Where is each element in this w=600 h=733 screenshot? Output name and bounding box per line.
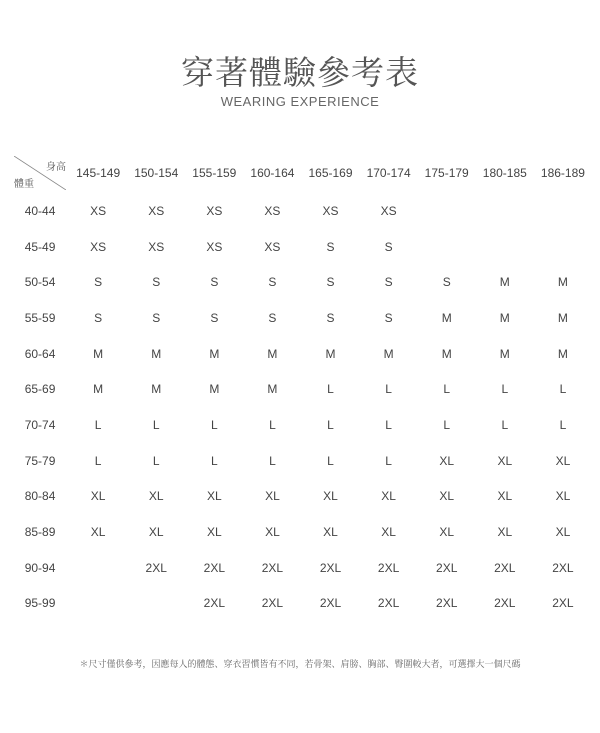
size-cell: L — [269, 417, 276, 432]
size-cell: 2XL — [261, 596, 284, 611]
table-row — [11, 300, 592, 336]
size-cell: XS — [90, 203, 107, 218]
table-row — [11, 371, 592, 407]
size-cell: L — [210, 453, 218, 468]
size-cell: M — [557, 346, 568, 361]
size-cell: XL — [381, 525, 396, 540]
height-column-header: 180-185 — [482, 166, 527, 180]
table-row — [11, 479, 592, 515]
size-cell: S — [210, 275, 219, 290]
size-cell: XS — [264, 239, 281, 254]
size-cell: S — [152, 275, 161, 290]
size-cell: XS — [264, 203, 281, 218]
size-cell — [127, 586, 185, 622]
size-cell: M — [499, 275, 510, 290]
weight-row-header: 55-59 — [24, 310, 56, 325]
height-column-header: 186-189 — [540, 166, 585, 180]
size-cell: L — [210, 417, 218, 432]
size-cell: XL — [148, 489, 164, 504]
size-cell: S — [94, 275, 103, 290]
size-cell: L — [443, 382, 451, 397]
size-cell: XS — [148, 203, 165, 218]
size-cell: L — [501, 382, 509, 397]
weight-row-header: 80-84 — [24, 489, 56, 504]
size-cell: L — [327, 417, 334, 432]
header-row — [11, 153, 592, 193]
size-cell: XL — [439, 525, 455, 540]
size-cell: 2XL — [377, 560, 400, 575]
size-cell — [69, 586, 127, 622]
size-cell: 2XL — [436, 596, 458, 611]
size-cell: 2XL — [552, 560, 574, 575]
height-column-header: 155-159 — [192, 166, 237, 180]
size-cell: L — [94, 453, 102, 468]
size-cell: XS — [148, 239, 165, 254]
size-cell: S — [326, 239, 335, 254]
table-row — [11, 336, 592, 372]
size-cell: M — [441, 346, 452, 361]
size-cell: S — [442, 275, 451, 290]
size-cell — [534, 229, 592, 265]
size-cell: XL — [265, 525, 280, 540]
size-cell: S — [268, 310, 277, 325]
size-cell: M — [325, 346, 336, 361]
size-cell: XL — [381, 489, 396, 504]
size-cell: 2XL — [494, 560, 516, 575]
height-column-header: 175-179 — [424, 166, 469, 180]
table-row — [11, 586, 592, 622]
size-cell: 2XL — [552, 596, 574, 611]
height-column-header: 165-169 — [308, 166, 353, 180]
table-row — [11, 443, 592, 479]
size-cell: XS — [206, 239, 223, 254]
size-cell: L — [559, 382, 567, 397]
size-cell: M — [209, 346, 220, 361]
weight-row-header: 65-69 — [24, 382, 56, 397]
size-cell: M — [441, 310, 452, 325]
weight-row-header: 90-94 — [24, 560, 56, 575]
size-cell: 2XL — [203, 596, 225, 611]
size-cell: S — [152, 310, 161, 325]
size-cell: S — [384, 310, 393, 325]
size-cell: M — [499, 346, 510, 361]
size-cell: XL — [555, 525, 571, 540]
size-cell: M — [93, 346, 104, 361]
size-cell: XL — [497, 489, 513, 504]
table-row — [11, 264, 592, 300]
size-cell: XL — [323, 525, 338, 540]
size-cell: 2XL — [436, 560, 458, 575]
height-column-header: 150-154 — [134, 166, 179, 180]
size-cell: M — [93, 382, 104, 397]
size-note: ＊尺寸僅供參考，因應每人的體態、穿衣習慣皆有不同，若骨架、肩膀、胸部、臀圍較大者，可選擇大一個尺碼 — [79, 660, 521, 670]
corner-cell — [11, 153, 69, 193]
size-cell: XL — [206, 489, 222, 504]
size-cell — [476, 229, 534, 265]
size-cell: 2XL — [261, 560, 284, 575]
size-cell: M — [557, 310, 568, 325]
size-cell: 2XL — [319, 560, 342, 575]
size-cell: S — [94, 310, 103, 325]
size-cell: 2XL — [203, 560, 225, 575]
size-cell — [418, 229, 476, 265]
weight-row-header: 40-44 — [24, 203, 56, 218]
size-cell: S — [210, 310, 219, 325]
size-cell: XL — [90, 525, 106, 540]
weight-row-header: 70-74 — [24, 417, 56, 432]
weight-row-header: 60-64 — [24, 346, 56, 361]
size-cell — [418, 193, 476, 229]
size-cell: XL — [148, 525, 164, 540]
size-table-body — [11, 193, 592, 621]
size-cell: M — [267, 346, 278, 361]
size-cell: 2XL — [145, 560, 167, 575]
page-subtitle: WEARING EXPERIENCE — [220, 94, 380, 109]
size-cell: L — [385, 417, 392, 432]
size-cell: L — [94, 417, 102, 432]
weight-row-header: 75-79 — [24, 453, 56, 468]
table-row — [11, 193, 592, 229]
size-cell: L — [385, 453, 392, 468]
weight-row-header: 85-89 — [24, 525, 56, 540]
table-row — [11, 407, 592, 443]
weight-axis-label: 體重 — [14, 179, 35, 190]
size-cell: S — [384, 275, 393, 290]
size-cell: XS — [322, 203, 339, 218]
weight-row-header: 50-54 — [24, 275, 56, 290]
size-cell: L — [501, 417, 509, 432]
height-column-header: 145-149 — [76, 166, 121, 180]
size-cell: XL — [265, 489, 280, 504]
size-cell: XS — [206, 203, 223, 218]
size-cell — [476, 193, 534, 229]
size-cell: XS — [380, 203, 397, 218]
size-cell: XL — [497, 525, 513, 540]
size-cell: L — [327, 453, 334, 468]
size-cell: L — [269, 453, 276, 468]
size-cell: M — [383, 346, 394, 361]
size-cell: L — [327, 382, 334, 397]
size-cell: XL — [497, 453, 513, 468]
weight-row-header: 45-49 — [24, 239, 56, 254]
height-column-header: 160-164 — [250, 166, 295, 180]
size-cell: L — [559, 417, 567, 432]
size-cell: 2XL — [377, 596, 400, 611]
table-row — [11, 550, 592, 586]
size-cell: S — [326, 310, 335, 325]
size-cell: 2XL — [319, 596, 342, 611]
height-axis-label: 身高 — [46, 162, 67, 173]
size-cell: M — [557, 275, 568, 290]
table-row — [11, 514, 592, 550]
size-cell: L — [152, 417, 160, 432]
size-cell: M — [499, 310, 510, 325]
page-title: 穿著體驗參考表 — [181, 53, 419, 92]
size-cell: S — [268, 275, 277, 290]
size-cell: XL — [555, 453, 571, 468]
size-cell: M — [151, 346, 162, 361]
size-cell: XL — [439, 453, 455, 468]
size-cell: L — [152, 453, 160, 468]
size-cell — [69, 550, 127, 586]
weight-row-header: 95-99 — [24, 596, 56, 611]
height-column-header: 170-174 — [366, 166, 411, 180]
size-cell: XL — [206, 525, 222, 540]
size-cell: M — [267, 382, 278, 397]
size-cell: XL — [323, 489, 338, 504]
size-cell: M — [209, 382, 220, 397]
size-cell — [534, 193, 592, 229]
size-cell: M — [151, 382, 162, 397]
size-cell: 2XL — [494, 596, 516, 611]
size-cell: XL — [555, 489, 571, 504]
size-cell: S — [384, 239, 393, 254]
size-cell: XS — [90, 239, 107, 254]
size-cell: L — [443, 417, 451, 432]
size-chart-table — [11, 153, 592, 621]
size-cell: L — [385, 382, 392, 397]
size-cell: S — [326, 275, 335, 290]
size-cell: XL — [90, 489, 106, 504]
size-cell: XL — [439, 489, 455, 504]
table-row — [11, 229, 592, 265]
